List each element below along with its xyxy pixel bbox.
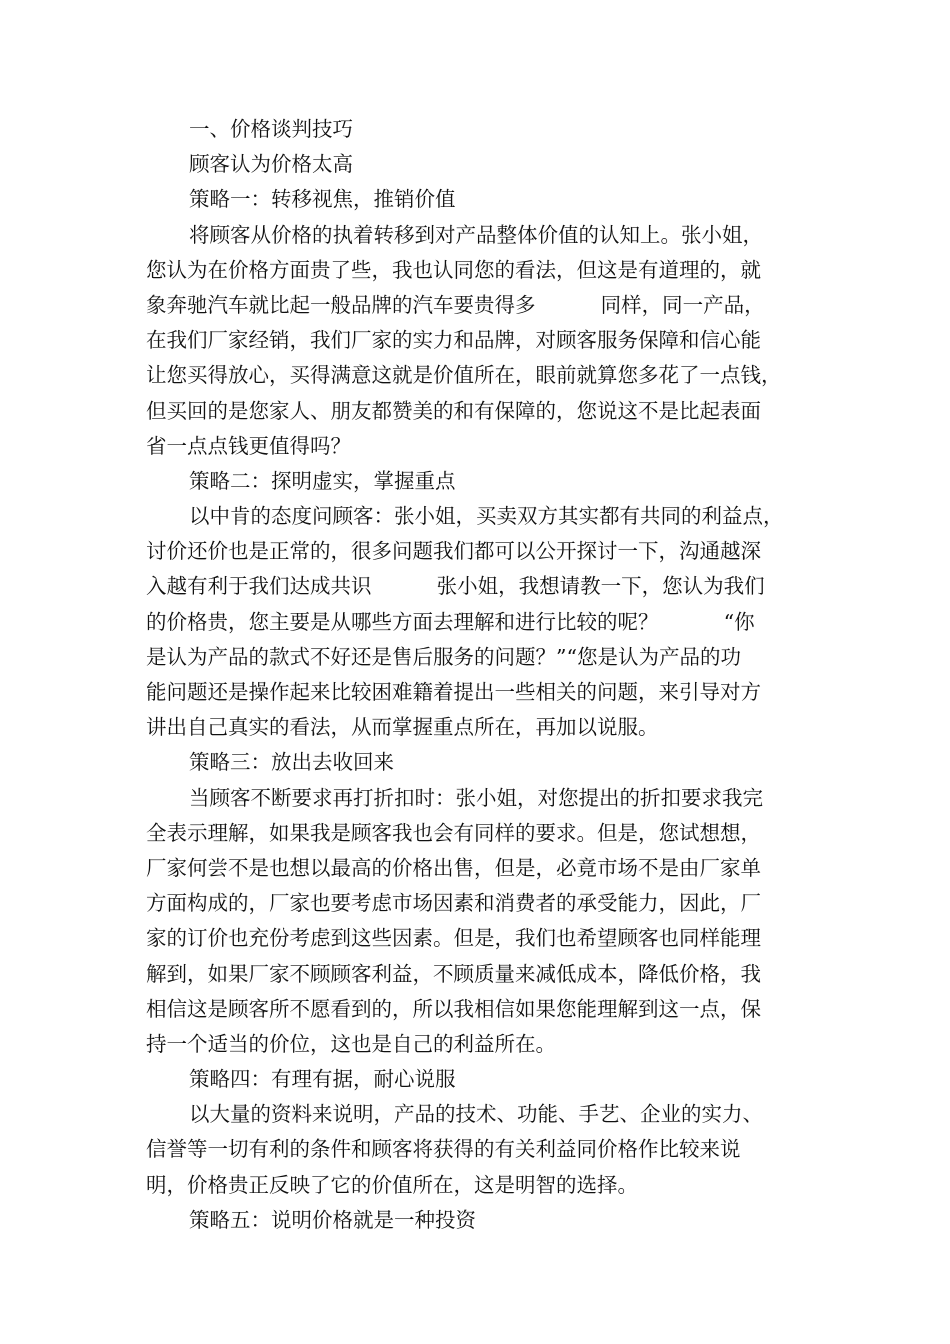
paragraph-first-line: 顾客认为价格太高 [189, 152, 353, 177]
document-body [146, 112, 812, 1238]
paragraph-first-line: 当顾客不断要求再打折扣时：张小姐，对您提出的折扣要求我完 [189, 785, 763, 810]
paragraph-first-line: 将顾客从价格的执着转移到对产品整体价值的认知上。张小姐， [189, 222, 763, 247]
paragraph-line: 讨价还价也是正常的，很多问题我们都可以公开探讨一下，沟通越深 [146, 539, 761, 564]
paragraph-line: 省一点点钱更值得吗？ [146, 433, 351, 458]
paragraph-line: 相信这是顾客所不愿看到的，所以我相信如果您能理解到这一点，保 [146, 996, 761, 1021]
paragraph-line: 讲出自己真实的看法，从而掌握重点所在，再加以说服。 [146, 715, 659, 740]
paragraph-line: 信誉等一切有利的条件和顾客将获得的有关利益同价格作比较来说 [146, 1137, 741, 1162]
paragraph-line: 家的订价也充份考虑到这些因素。但是，我们也希望顾客也同样能理 [146, 926, 761, 951]
paragraph-line: 但买回的是您家人、朋友都赞美的和有保障的，您说这不是比起表面 [146, 398, 761, 423]
paragraph-line: 全表示理解，如果我是顾客我也会有同样的要求。但是，您试想想， [146, 820, 761, 845]
paragraph-line: 在我们厂家经销，我们厂家的实力和品牌，对顾客服务保障和信心能 [146, 328, 761, 353]
paragraph-line: 您认为在价格方面贵了些，我也认同您的看法，但这是有道理的，就 [146, 257, 761, 282]
paragraph-first-line: 以中肯的态度问顾客：张小姐，买卖双方其实都有共同的利益点， [189, 504, 784, 529]
paragraph-first-line: 策略一：转移视焦，推销价值 [189, 187, 456, 212]
paragraph-line: 厂家何尝不是也想以最高的价格出售，但是，必竟市场不是由厂家单 [146, 855, 761, 880]
paragraph-first-line: 策略四：有理有据，耐心说服 [189, 1067, 456, 1092]
paragraph-first-line: 策略五：说明价格就是一种投资 [189, 1207, 476, 1232]
paragraph-first-line: 以大量的资料来说明，产品的技术、功能、手艺、企业的实力、 [189, 1102, 763, 1127]
paragraph-first-line: 策略二：探明虚实，掌握重点 [189, 468, 456, 493]
paragraph-line: 是认为产品的款式不好还是售后服务的问题？”“您是认为产品的功 [146, 644, 741, 669]
paragraph-line: 持一个适当的价位，这也是自己的利益所在。 [146, 1031, 556, 1056]
paragraph-line: 象奔驰汽车就比起一般品牌的汽车要贵得多 同样，同一产品， [146, 292, 765, 317]
paragraph-line: 方面构成的，厂家也要考虑市场因素和消费者的承受能力，因此，厂 [146, 891, 761, 916]
paragraph-line: 解到，如果厂家不顾顾客利益，不顾质量来减低成本，降低价格，我 [146, 961, 761, 986]
paragraph-line: 明，价格贵正反映了它的价值所在，这是明智的选择。 [146, 1172, 638, 1197]
paragraph-line: 让您买得放心，买得满意这就是价值所在，眼前就算您多花了一点钱， [146, 363, 782, 388]
paragraph-first-line: 策略三：放出去收回来 [189, 750, 394, 775]
paragraph-first-line: 一、价格谈判技巧 [189, 117, 353, 141]
paragraph-line: 能问题还是操作起来比较困难籍着提出一些相关的问题，来引导对方 [146, 680, 761, 704]
paragraph-line: 的价格贵，您主要是从哪些方面去理解和进行比较的呢？ “你 [146, 609, 755, 634]
paragraph-line: 入越有利于我们达成共识 张小姐，我想请教一下，您认为我们 [146, 574, 765, 599]
